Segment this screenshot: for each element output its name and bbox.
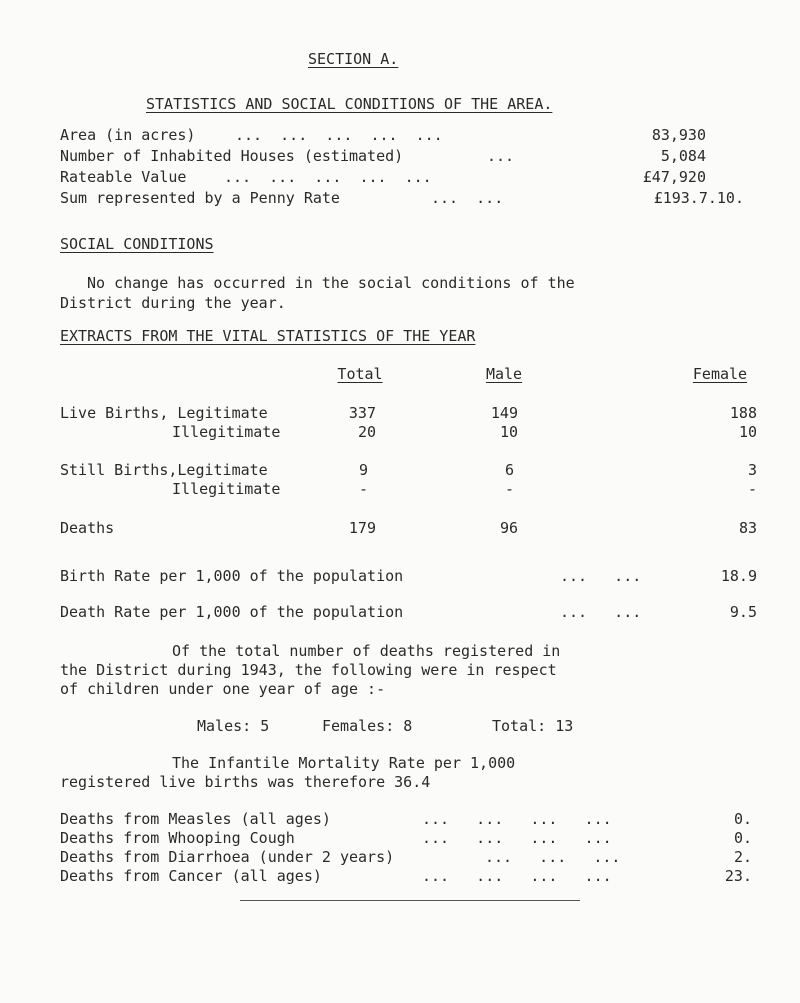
- rateable-leader: ... ... ... ... ...: [224, 168, 432, 186]
- cancer-label: Deaths from Cancer (all ages): [60, 867, 322, 885]
- measles-value: 0.: [733, 810, 752, 828]
- diarrhoea-leader: ... ... ...: [485, 848, 621, 866]
- cancer-value: 23.: [724, 867, 752, 885]
- death-rate-leader: ... ...: [560, 603, 642, 621]
- infant-para-1: Of the total number of deaths registered in: [172, 642, 561, 660]
- section-title: SECTION A.: [308, 50, 399, 68]
- infant-females: Females: 8: [322, 717, 413, 735]
- imr-line-2: registered live births was therefore 36.4: [60, 773, 431, 791]
- deaths-label: Deaths: [60, 519, 115, 537]
- deaths-male: 96: [499, 519, 518, 537]
- birth-rate-label: Birth Rate per 1,000 of the population: [60, 567, 404, 585]
- social-heading: SOCIAL CONDITIONS: [60, 235, 214, 253]
- whooping-cough-value: 0.: [733, 829, 752, 847]
- birth-rate-leader: ... ...: [560, 567, 642, 585]
- area-leader: ... ... ... ... ...: [235, 126, 443, 144]
- still-illegit-female: -: [747, 480, 757, 498]
- extracts-heading: EXTRACTS FROM THE VITAL STATISTICS OF THE YEAR: [60, 327, 476, 345]
- infant-para-3: of children under one year of age :-: [60, 680, 386, 698]
- social-text-1: No change has occurred in the social conditions of the: [87, 274, 575, 292]
- live-legit-total: 337: [348, 404, 376, 422]
- still-legit-total: 9: [358, 461, 368, 479]
- infant-para-2: the District during 1943, the following were in respect: [60, 661, 557, 679]
- death-rate-value: 9.5: [729, 603, 757, 621]
- still-illegit-total: -: [358, 480, 368, 498]
- deaths-total: 179: [348, 519, 376, 537]
- rateable-label: Rateable Value: [60, 168, 187, 186]
- whooping-cough-leader: ... ... ... ...: [422, 829, 612, 847]
- imr-line-1: The Infantile Mortality Rate per 1,000: [172, 754, 516, 772]
- penny-rate-value: £193.7.10.: [653, 189, 744, 207]
- penny-rate-leader: ... ...: [431, 189, 504, 207]
- deaths-female: 83: [738, 519, 757, 537]
- death-rate-label: Death Rate per 1,000 of the population: [60, 603, 404, 621]
- main-heading: STATISTICS AND SOCIAL CONDITIONS OF THE AREA.: [146, 95, 553, 113]
- houses-label: Number of Inhabited Houses (estimated): [60, 147, 404, 165]
- area-value: 83,930: [651, 126, 706, 144]
- still-illegit-male: -: [504, 480, 514, 498]
- area-label: Area (in acres): [60, 126, 196, 144]
- diarrhoea-label: Deaths from Diarrhoea (under 2 years): [60, 848, 395, 866]
- live-illegit-total: 20: [357, 423, 376, 441]
- measles-leader: ... ... ... ...: [422, 810, 612, 828]
- houses-value: 5,084: [660, 147, 706, 165]
- measles-label: Deaths from Measles (all ages): [60, 810, 331, 828]
- live-births-label: Live Births, Legitimate: [60, 404, 268, 422]
- live-legit-male: 149: [490, 404, 518, 422]
- whooping-cough-label: Deaths from Whooping Cough: [60, 829, 295, 847]
- infant-total: Total: 13: [492, 717, 574, 735]
- still-legit-male: 6: [504, 461, 514, 479]
- still-births-label: Still Births,Legitimate: [60, 461, 268, 479]
- still-illegit-label: Illegitimate: [172, 480, 281, 498]
- rateable-value: £47,920: [642, 168, 706, 186]
- live-legit-female: 188: [729, 404, 757, 422]
- penny-rate-label: Sum represented by a Penny Rate: [60, 189, 340, 207]
- col-male-header: Male: [485, 365, 523, 383]
- diarrhoea-value: 2.: [733, 848, 752, 866]
- live-illegit-male: 10: [499, 423, 518, 441]
- still-legit-female: 3: [747, 461, 757, 479]
- houses-leader: ...: [487, 147, 515, 165]
- col-total-header: Total: [337, 365, 383, 383]
- birth-rate-value: 18.9: [720, 567, 757, 585]
- social-text-2: District during the year.: [60, 294, 286, 312]
- live-illegit-female: 10: [738, 423, 757, 441]
- closing-rule: [240, 900, 580, 901]
- live-illegit-label: Illegitimate: [172, 423, 281, 441]
- cancer-leader: ... ... ... ...: [422, 867, 612, 885]
- col-female-header: Female: [692, 365, 748, 383]
- infant-males: Males: 5: [197, 717, 270, 735]
